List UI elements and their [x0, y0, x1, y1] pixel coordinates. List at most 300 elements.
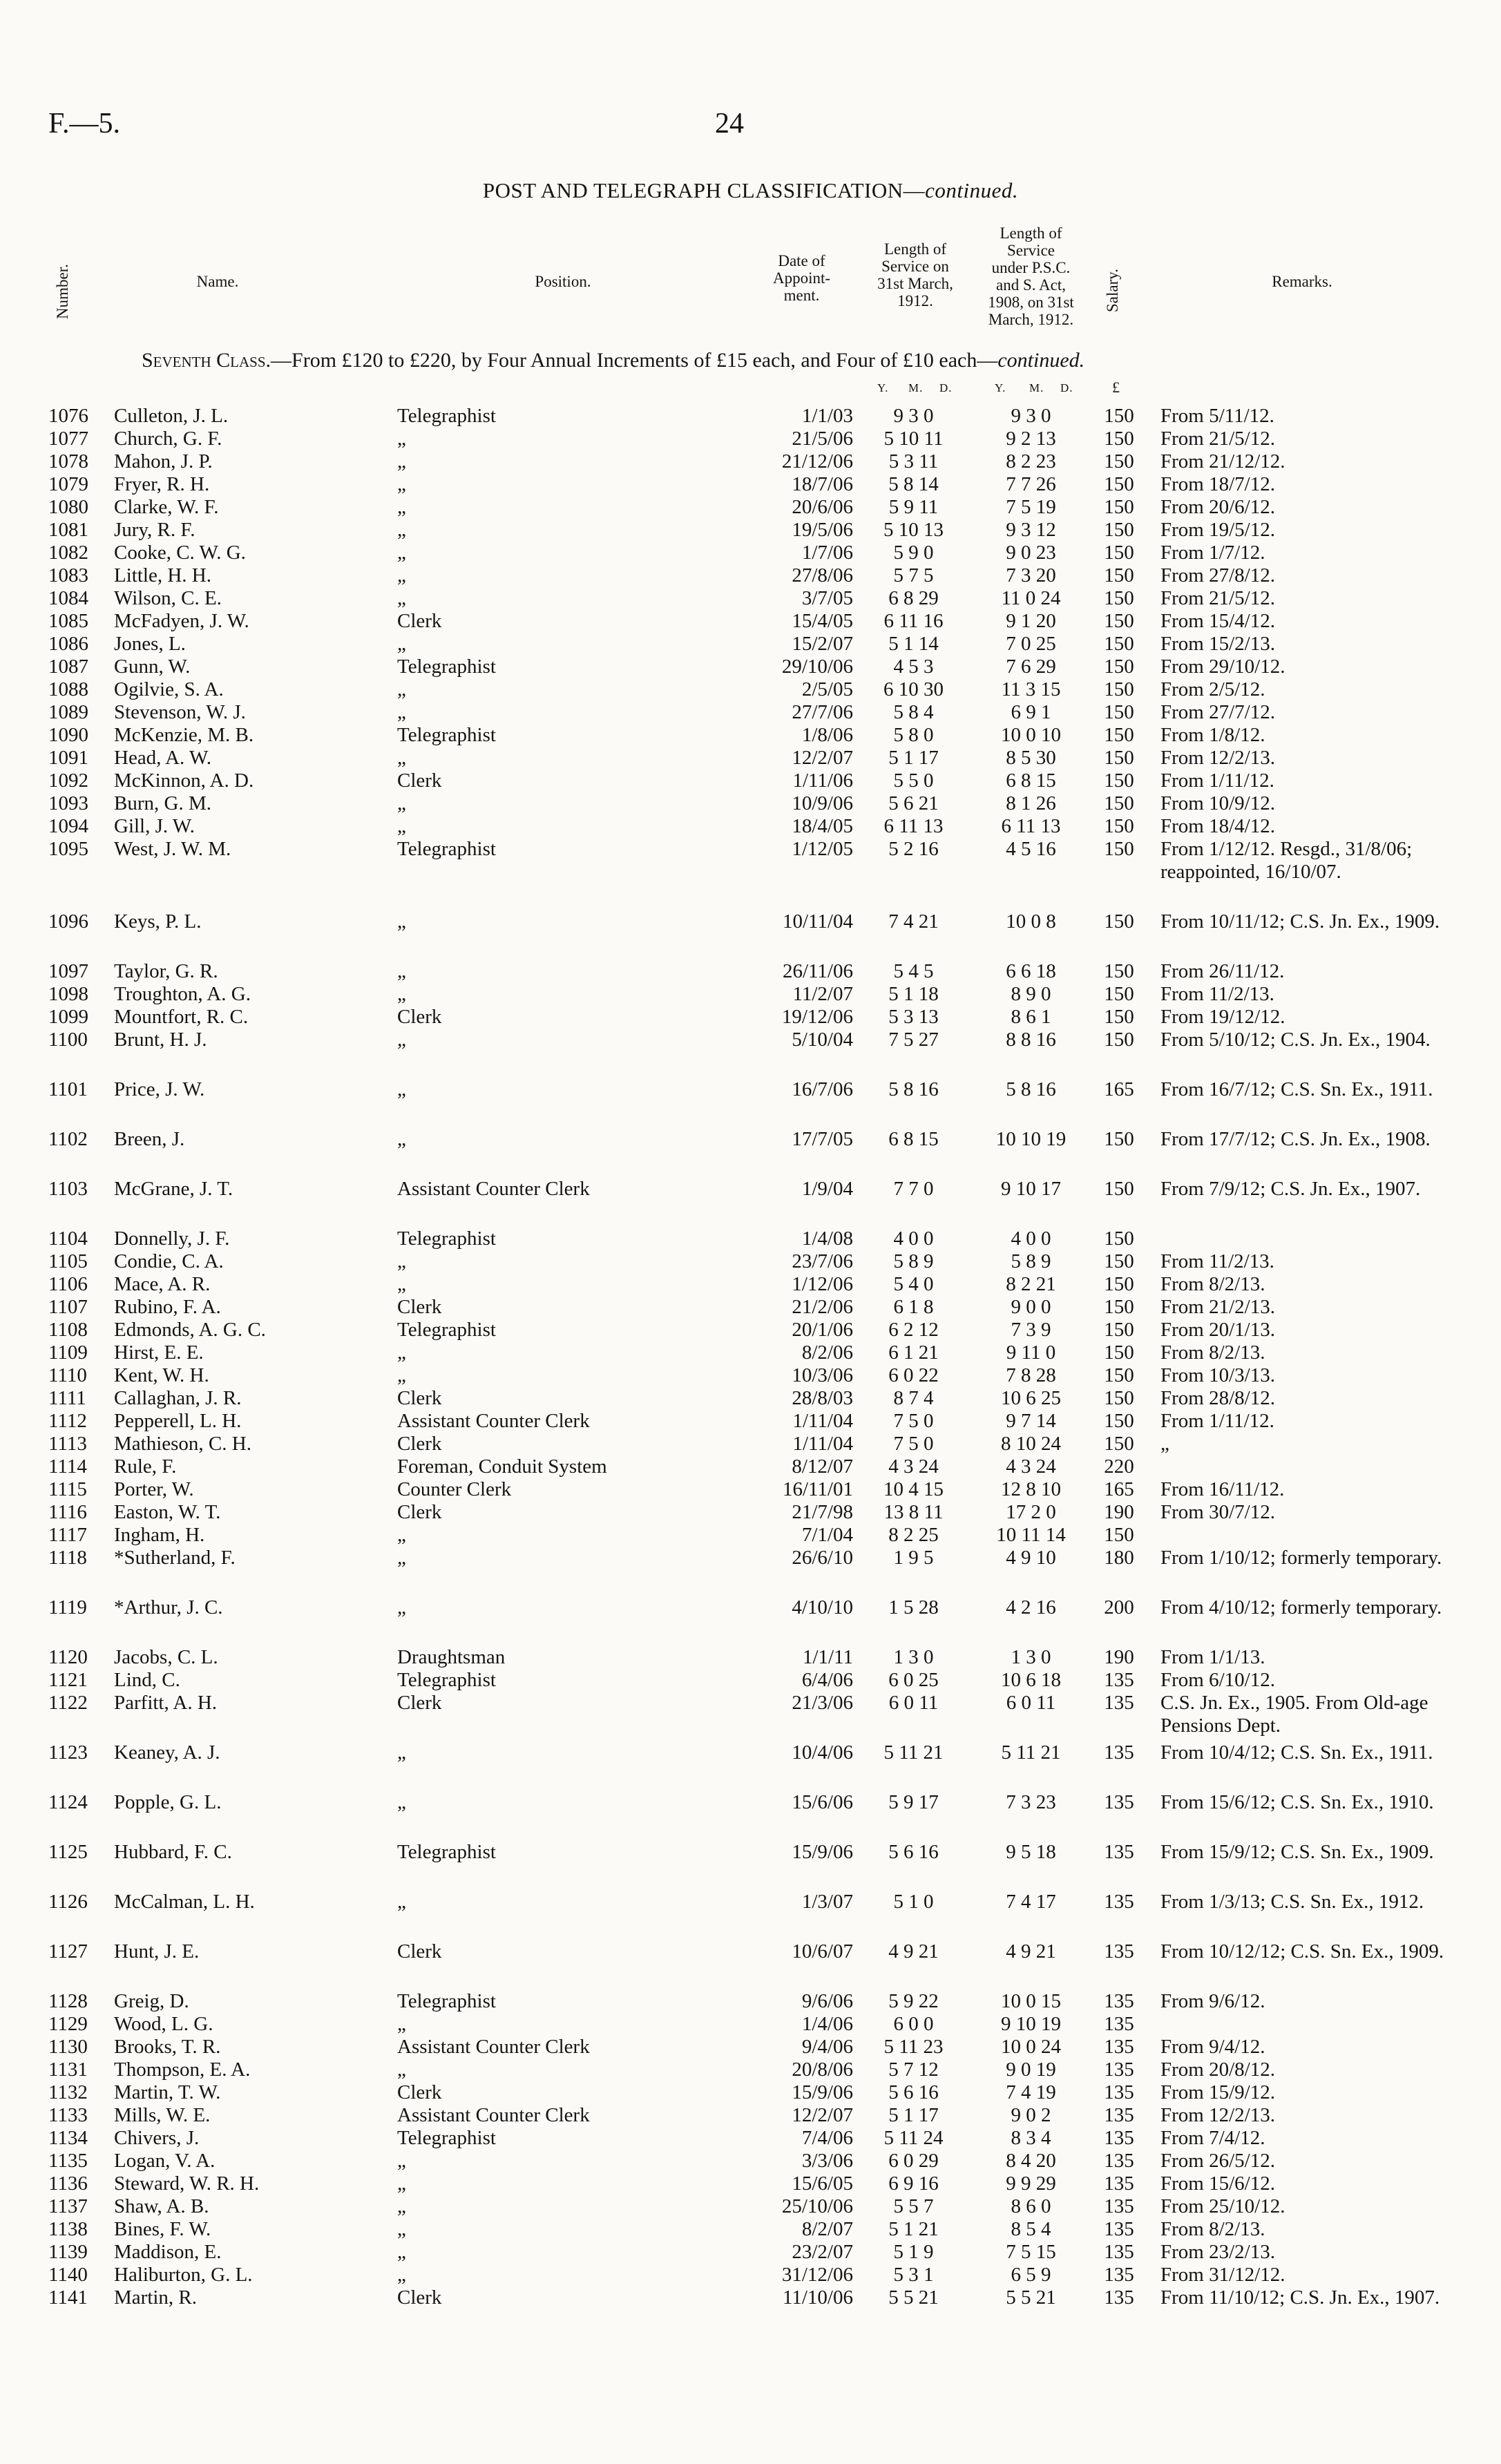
page-code: F.—5. [48, 108, 120, 140]
table-row [0, 428, 1501, 450]
remarks: From 16/11/12. [1160, 1478, 1285, 1500]
unit-d-psc: D. [1060, 381, 1073, 394]
table-row [0, 1478, 1501, 1501]
employee-name: Mathieson, C. H. [114, 1433, 251, 1455]
remarks: From 23/2/13. [1160, 2241, 1275, 2263]
appointment-date: 6/4/06 [801, 1669, 853, 1691]
row-number: 1096 [48, 910, 88, 933]
position: „ [397, 1341, 406, 1364]
remarks: From 31/12/12. [1160, 2264, 1285, 2286]
service-march-1912: 5 5 7 [893, 2195, 934, 2217]
service-psc-act: 8 8 16 [1006, 1029, 1056, 1051]
salary: 150 [1104, 792, 1134, 814]
employee-name: McKinnon, A. D. [114, 770, 254, 792]
position: „ [397, 983, 406, 1005]
service-march-1912: 5 4 5 [893, 960, 934, 982]
salary: 150 [1104, 1433, 1134, 1455]
salary: 150 [1104, 496, 1134, 518]
unit-m-march: M. [908, 381, 924, 394]
service-psc-act: 9 10 17 [1001, 1178, 1061, 1200]
row-number: 1120 [48, 1646, 88, 1668]
table-row [0, 496, 1501, 519]
classification-table [0, 405, 1501, 2336]
service-march-1912: 6 0 0 [893, 2013, 934, 2035]
position: „ [397, 2172, 406, 2195]
row-number: 1113 [48, 1433, 87, 1455]
appointment-date: 15/4/05 [792, 610, 853, 632]
remarks: From 27/7/12. [1160, 701, 1275, 723]
employee-name: Logan, V. A. [114, 2150, 216, 2172]
service-psc-heading-line: Service [1007, 242, 1055, 259]
row-number: 1079 [48, 473, 88, 495]
employee-name: Breen, J. [114, 1128, 185, 1150]
salary: 150 [1104, 450, 1134, 472]
service-march-1912: 6 2 12 [888, 1319, 939, 1341]
row-number: 1077 [48, 428, 88, 450]
salary: 135 [1104, 2059, 1134, 2081]
service-march-1912: 5 7 5 [893, 564, 934, 586]
row-number: 1127 [48, 1940, 88, 1962]
appointment-date: 11/10/06 [782, 2286, 853, 2309]
table-row [0, 2286, 1501, 2336]
service-psc-act: 8 10 24 [1001, 1433, 1061, 1455]
service-psc-act: 9 11 0 [1006, 1341, 1056, 1364]
remarks: From 21/2/13. [1160, 1296, 1275, 1318]
service-psc-act: 4 2 16 [1006, 1596, 1056, 1618]
remarks: From 10/9/12. [1160, 792, 1275, 814]
service-psc-act: 11 0 24 [1001, 587, 1061, 609]
position: „ [397, 747, 406, 769]
table-row [0, 724, 1501, 747]
table-row [0, 1006, 1501, 1029]
salary: 135 [1104, 2218, 1134, 2240]
appointment-date: 28/8/03 [792, 1387, 853, 1409]
employee-name: Little, H. H. [114, 564, 211, 586]
service-psc-act: 7 5 15 [1006, 2241, 1056, 2263]
appointment-date: 17/7/05 [792, 1128, 853, 1150]
employee-name: *Sutherland, F. [114, 1547, 236, 1569]
salary: 150 [1104, 1296, 1134, 1318]
position: Clerk [397, 1433, 442, 1455]
service-march-1912: 5 7 12 [888, 2059, 939, 2081]
salary: 150 [1104, 519, 1134, 541]
remarks: From 7/9/12; C.S. Jn. Ex., 1907. [1160, 1178, 1421, 1200]
position: „ [397, 1273, 406, 1295]
position: Clerk [397, 1692, 442, 1714]
table-row [0, 838, 1501, 910]
employee-name: Price, J. W. [114, 1078, 205, 1100]
position: „ [397, 1596, 406, 1618]
position: „ [397, 910, 406, 933]
remarks: From 4/10/12; formerly temporary. [1160, 1596, 1442, 1618]
table-row [0, 1319, 1501, 1341]
appointment-date: 1/11/04 [792, 1433, 853, 1455]
salary: 150 [1104, 656, 1134, 678]
remarks: From 11/2/13. [1160, 983, 1274, 1005]
employee-name: Bines, F. W. [114, 2218, 211, 2240]
row-number: 1136 [48, 2172, 88, 2195]
remarks: From 12/2/13. [1160, 747, 1275, 769]
table-row [0, 2264, 1501, 2286]
table-row [0, 610, 1501, 633]
employee-name: Troughton, A. G. [114, 983, 251, 1005]
service-psc-act: 9 5 18 [1006, 1841, 1056, 1863]
col-name-heading: Name. [196, 273, 239, 290]
employee-name: Jones, L. [114, 633, 186, 655]
row-number: 1111 [48, 1387, 86, 1409]
service-psc-act: 7 4 19 [1006, 2081, 1056, 2103]
remarks: From 28/8/12. [1160, 1387, 1275, 1409]
service-march-1912: 5 1 9 [893, 2241, 934, 2263]
service-psc-act: 9 3 0 [1011, 405, 1051, 427]
position: Telegraphist [397, 838, 496, 860]
table-row [0, 1029, 1501, 1078]
employee-name: Hirst, E. E. [114, 1341, 204, 1364]
service-psc-act: 8 5 30 [1006, 747, 1056, 769]
employee-name: Taylor, G. R. [114, 960, 218, 982]
row-number: 1116 [48, 1501, 87, 1523]
employee-name: Rubino, F. A. [114, 1296, 221, 1318]
service-march-1912: 5 10 11 [883, 428, 944, 450]
salary: 150 [1104, 1128, 1134, 1150]
service-psc-act: 6 9 1 [1011, 701, 1051, 723]
title-suffix: continued. [925, 178, 1019, 202]
position: „ [397, 519, 406, 541]
service-march-1912: 7 5 0 [893, 1410, 934, 1432]
employee-name: Church, G. F. [114, 428, 222, 450]
row-number: 1129 [48, 2013, 88, 2035]
remarks: From 12/2/13. [1160, 2104, 1275, 2126]
remarks: C.S. Jn. Ex., 1905. From Old-age Pensions Dept. [1160, 1692, 1428, 1737]
employee-name: Thompson, E. A. [114, 2059, 251, 2081]
position: „ [397, 960, 406, 982]
position: „ [397, 1128, 406, 1150]
appointment-date: 8/2/06 [801, 1341, 853, 1364]
position: „ [397, 815, 406, 837]
row-number: 1110 [48, 1364, 87, 1386]
table-row [0, 1341, 1501, 1364]
remarks: From 16/7/12; C.S. Sn. Ex., 1911. [1160, 1078, 1433, 1100]
row-number: 1084 [48, 587, 88, 609]
salary: 200 [1104, 1596, 1134, 1618]
service-psc-act: 5 5 21 [1006, 2286, 1056, 2309]
service-march-1912: 6 0 29 [888, 2150, 939, 2172]
remarks: From 17/7/12; C.S. Jn. Ex., 1908. [1160, 1128, 1431, 1150]
appointment-date: 8/2/07 [801, 2218, 853, 2240]
service-psc-act: 10 0 15 [1001, 1990, 1061, 2012]
employee-name: Easton, W. T. [114, 1501, 221, 1523]
employee-name: Haliburton, G. L. [114, 2264, 253, 2286]
remarks: From 15/6/12; C.S. Sn. Ex., 1910. [1160, 1791, 1434, 1813]
salary: 150 [1104, 1319, 1134, 1341]
service-psc-act: 17 2 0 [1006, 1501, 1056, 1523]
employee-name: Burn, G. M. [114, 792, 211, 814]
col-date-heading [758, 252, 845, 304]
employee-name: McKenzie, M. B. [114, 724, 254, 746]
salary: 135 [1104, 1741, 1134, 1764]
remarks: From 7/4/12. [1160, 2127, 1265, 2149]
service-march-1912: 5 1 17 [888, 747, 939, 769]
table-row [0, 2059, 1501, 2081]
employee-name: Mahon, J. P. [114, 450, 213, 472]
remarks: From 6/10/12. [1160, 1669, 1275, 1691]
employee-name: Steward, W. R. H. [114, 2172, 260, 2195]
salary: 135 [1104, 1669, 1134, 1691]
row-number: 1135 [48, 2150, 88, 2172]
service-psc-act: 7 7 26 [1006, 473, 1056, 495]
employee-name: McGrane, J. T. [114, 1178, 233, 1200]
service-march-1912: 5 3 13 [888, 1006, 939, 1028]
salary: 150 [1104, 1273, 1134, 1295]
position: „ [397, 1078, 406, 1100]
service-march-1912: 6 8 29 [888, 587, 939, 609]
row-number: 1095 [48, 838, 88, 860]
position: Telegraphist [397, 1841, 496, 1863]
employee-name: Gunn, W. [114, 656, 191, 678]
position: Assistant Counter Clerk [397, 2104, 590, 2126]
appointment-date: 10/6/07 [792, 1940, 853, 1962]
service-psc-act: 9 7 14 [1006, 1410, 1056, 1432]
row-number: 1124 [48, 1791, 88, 1813]
remarks: From 18/4/12. [1160, 815, 1275, 837]
position: Foreman, Conduit System [397, 1455, 607, 1478]
service-march-1912: 6 8 15 [888, 1128, 939, 1150]
remarks: From 15/6/12. [1160, 2172, 1275, 2195]
service-march-1912: 5 9 22 [888, 1990, 939, 2012]
position: Clerk [397, 1006, 442, 1028]
remarks: From 19/5/12. [1160, 519, 1275, 541]
service-psc-act: 9 0 2 [1011, 2104, 1051, 2126]
service-psc-act: 5 11 21 [1001, 1741, 1061, 1764]
service-march-1912: 8 7 4 [893, 1387, 934, 1409]
appointment-date: 1/7/06 [801, 542, 853, 564]
service-psc-act: 8 3 4 [1011, 2127, 1051, 2149]
employee-name: Hubbard, F. C. [114, 1841, 232, 1863]
service-psc-act: 1 3 0 [1011, 1646, 1051, 1668]
position: „ [397, 1524, 406, 1546]
table-row [0, 701, 1501, 724]
row-number: 1134 [48, 2127, 88, 2149]
service-march-1912: 5 5 21 [888, 2286, 939, 2309]
employee-name: Brunt, H. J. [114, 1029, 207, 1051]
unit-m-psc: M. [1029, 381, 1044, 394]
remarks: From 1/12/12. Resgd., 31/8/06; reappointed, 16/10/07. [1160, 838, 1413, 883]
position: „ [397, 678, 406, 700]
table-row [0, 1410, 1501, 1433]
service-march-1912: 5 8 16 [888, 1078, 939, 1100]
service-psc-act: 9 9 29 [1006, 2172, 1056, 2195]
table-row [0, 1273, 1501, 1296]
row-number: 1089 [48, 701, 88, 723]
appointment-date: 12/2/07 [792, 2104, 853, 2126]
table-row [0, 2127, 1501, 2150]
appointment-date: 27/8/06 [792, 564, 853, 586]
salary: 150 [1104, 747, 1134, 769]
employee-name: West, J. W. M. [114, 838, 231, 860]
position: „ [397, 2059, 406, 2081]
employee-name: McFadyen, J. W. [114, 610, 249, 632]
row-number: 1112 [48, 1410, 87, 1432]
service-march-1912: 5 11 23 [883, 2036, 944, 2058]
employee-name: *Arthur, J. C. [114, 1596, 223, 1618]
employee-name: Greig, D. [114, 1990, 189, 2012]
remarks: From 21/5/12. [1160, 428, 1275, 450]
position: Clerk [397, 2081, 442, 2103]
section-description: —From £120 to £220, by Four Annual Increments of £15 each, and Four of £10 each— [271, 349, 998, 372]
appointment-date: 26/6/10 [792, 1547, 853, 1569]
appointment-date: 2/5/05 [801, 678, 853, 700]
service-march-1912: 5 1 0 [893, 1891, 934, 1913]
table-row [0, 1455, 1501, 1478]
table-row [0, 2195, 1501, 2218]
employee-name: Martin, R. [114, 2286, 198, 2309]
employee-name: Condie, C. A. [114, 1250, 224, 1272]
row-number: 1108 [48, 1319, 88, 1341]
service-march-1912: 6 0 25 [888, 1669, 939, 1691]
table-row [0, 2104, 1501, 2127]
service-psc-act: 6 8 15 [1006, 770, 1056, 792]
salary: 135 [1104, 2150, 1134, 2172]
service-march-1912: 5 8 9 [893, 1250, 934, 1272]
employee-name: Edmonds, A. G. C. [114, 1319, 266, 1341]
salary: 135 [1104, 2036, 1134, 2058]
position: Clerk [397, 1296, 442, 1318]
salary: 150 [1104, 910, 1134, 933]
employee-name: Porter, W. [114, 1478, 194, 1500]
position: „ [397, 450, 406, 472]
service-psc-act: 10 6 25 [1001, 1387, 1061, 1409]
row-number: 1128 [48, 1990, 88, 2012]
remarks: From 15/4/12. [1160, 610, 1275, 632]
service-psc-act: 10 0 10 [1001, 724, 1061, 746]
salary: 150 [1104, 1178, 1134, 1200]
table-row [0, 1841, 1501, 1891]
document-title [0, 178, 1501, 203]
remarks: From 9/6/12. [1160, 1990, 1265, 2012]
salary: 150 [1104, 428, 1134, 450]
table-row [0, 1741, 1501, 1791]
employee-name: Gill, J. W. [114, 815, 195, 837]
appointment-date: 16/11/01 [782, 1478, 853, 1500]
service-psc-act: 5 8 16 [1006, 1078, 1056, 1100]
unit-y-psc: Y. [995, 381, 1006, 394]
remarks: From 21/12/12. [1160, 450, 1285, 472]
row-number: 1133 [48, 2104, 88, 2126]
appointment-date: 3/3/06 [801, 2150, 853, 2172]
row-number: 1099 [48, 1006, 88, 1028]
table-row [0, 1547, 1501, 1596]
service-march-1912: 4 3 24 [888, 1455, 939, 1478]
remarks: From 20/1/13. [1160, 1319, 1275, 1341]
salary: 150 [1104, 815, 1134, 837]
service-psc-act: 6 0 11 [1006, 1692, 1056, 1714]
appointment-date: 10/9/06 [792, 792, 853, 814]
appointment-date: 27/7/06 [792, 701, 853, 723]
employee-name: Keaney, A. J. [114, 1741, 220, 1764]
service-march-1912: 5 8 0 [893, 724, 934, 746]
employee-name: Brooks, T. R. [114, 2036, 221, 2058]
position: „ [397, 428, 406, 450]
appointment-date: 3/7/05 [801, 587, 853, 609]
table-row [0, 1228, 1501, 1250]
table-row [0, 633, 1501, 656]
position: Telegraphist [397, 2127, 496, 2149]
table-row [0, 1501, 1501, 1524]
remarks: From 11/10/12; C.S. Jn. Ex., 1907. [1160, 2286, 1440, 2309]
appointment-date: 4/10/10 [792, 1596, 853, 1618]
service-march-heading-line: Length of [883, 240, 947, 258]
employee-name: Mountfort, R. C. [114, 1006, 249, 1028]
salary: 150 [1104, 587, 1134, 609]
salary: 150 [1104, 1524, 1134, 1546]
service-march-1912: 7 7 0 [893, 1178, 934, 1200]
service-march-1912: 5 3 11 [888, 450, 939, 472]
position: „ [397, 2241, 406, 2263]
appointment-date: 15/2/07 [792, 633, 853, 655]
remarks: From 10/4/12; C.S. Sn. Ex., 1911. [1160, 1741, 1433, 1764]
table-row [0, 405, 1501, 428]
employee-name: Popple, G. L. [114, 1791, 222, 1813]
row-number: 1082 [48, 542, 88, 564]
position: „ [397, 1791, 406, 1813]
remarks: From 1/3/13; C.S. Sn. Ex., 1912. [1160, 1891, 1424, 1913]
row-number: 1093 [48, 792, 88, 814]
salary: 135 [1104, 2172, 1134, 2195]
row-number: 1132 [48, 2081, 88, 2103]
salary: 165 [1104, 1478, 1134, 1500]
appointment-date: 21/12/06 [781, 450, 853, 472]
service-march-1912: 8 2 25 [888, 1524, 939, 1546]
col-position-heading: Position. [535, 273, 591, 290]
row-number: 1140 [48, 2264, 88, 2286]
table-row [0, 1524, 1501, 1547]
appointment-date: 19/5/06 [792, 519, 853, 541]
salary: 150 [1104, 1250, 1134, 1272]
employee-name: Stevenson, W. J. [114, 701, 246, 723]
appointment-date: 15/9/06 [792, 2081, 853, 2103]
service-psc-act: 8 2 21 [1006, 1273, 1056, 1295]
remarks: From 8/2/13. [1160, 1341, 1265, 1364]
salary: 135 [1104, 1791, 1134, 1813]
table-row [0, 2036, 1501, 2059]
position: „ [397, 2218, 406, 2240]
position: Telegraphist [397, 1669, 496, 1691]
position: „ [397, 633, 406, 655]
appointment-date: 1/1/03 [801, 405, 853, 427]
remarks: From 1/11/12. [1160, 770, 1274, 792]
row-number: 1100 [48, 1029, 88, 1051]
table-row [0, 450, 1501, 473]
position: „ [397, 2264, 406, 2286]
page-number: 24 [715, 108, 744, 140]
row-number: 1098 [48, 983, 88, 1005]
appointment-date: 15/6/06 [792, 1791, 853, 1813]
table-row [0, 1646, 1501, 1669]
salary: 150 [1104, 960, 1134, 982]
remarks: From 10/11/12; C.S. Jn. Ex., 1909. [1160, 910, 1440, 933]
salary: 150 [1104, 473, 1134, 495]
position: Assistant Counter Clerk [397, 1178, 590, 1200]
row-number: 1103 [48, 1178, 88, 1200]
remarks: From 2/5/12. [1160, 678, 1265, 700]
table-row [0, 564, 1501, 587]
position: Counter Clerk [397, 1478, 512, 1500]
appointment-date: 1/9/04 [801, 1178, 853, 1200]
appointment-date: 10/11/04 [782, 910, 853, 933]
table-row [0, 519, 1501, 542]
table-row [0, 2081, 1501, 2104]
remarks: From 15/9/12; C.S. Sn. Ex., 1909. [1160, 1841, 1434, 1863]
